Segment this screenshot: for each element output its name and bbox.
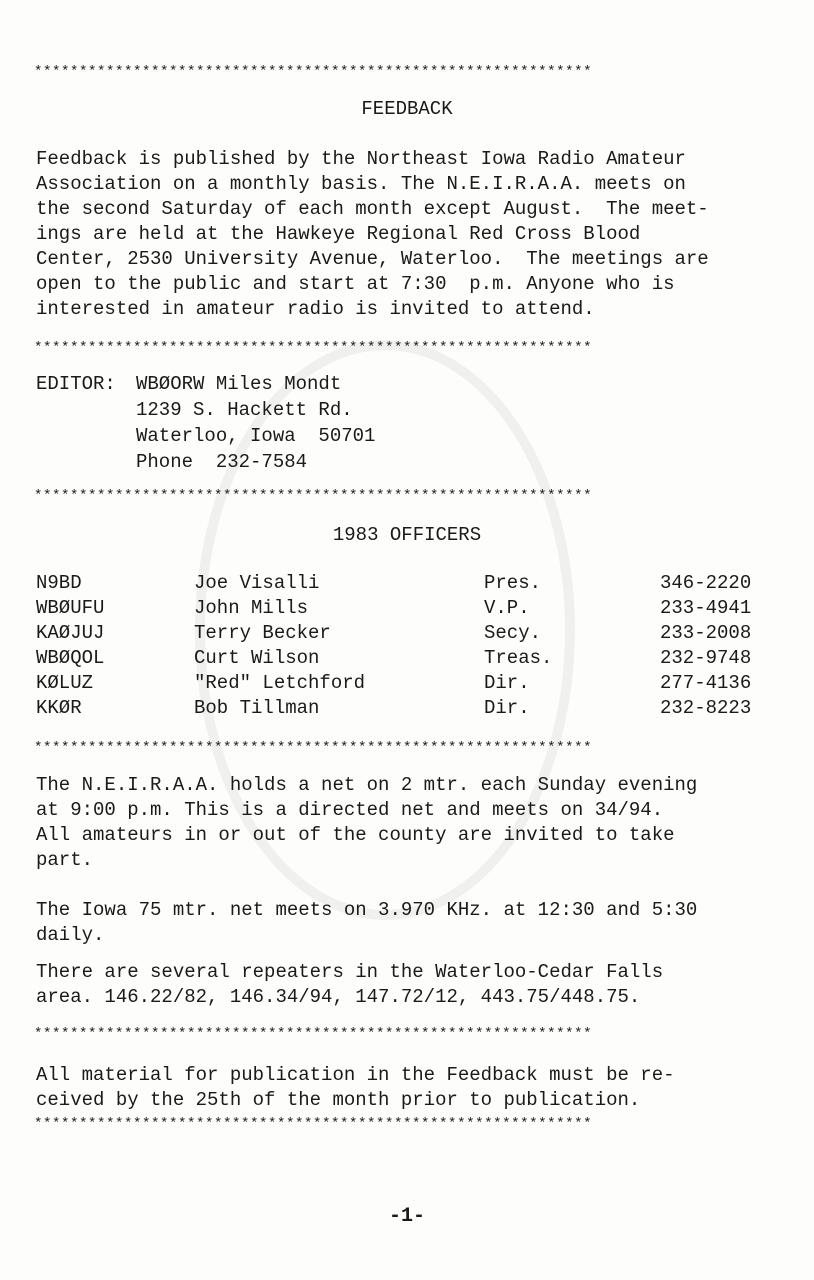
officer-name: Joe Visalli (194, 572, 320, 594)
officer-phone: 233-2008 (660, 622, 752, 644)
officer-callsign: WBØUFU (36, 597, 105, 619)
repeaters-paragraph (36, 960, 786, 1010)
intro-line: open to the public and start at 7:30 p.m. Anyone who is (36, 273, 675, 295)
intro-line: ings are held at the Hawkeye Regional Red Cross Blood (36, 223, 641, 245)
editor-line: 1239 S. Hackett Rd. (136, 399, 353, 421)
iowa-net-paragraph (36, 898, 786, 948)
officer-row (36, 672, 776, 697)
officer-office: Dir. (484, 697, 530, 719)
officer-row (36, 697, 776, 722)
separator-line: ************************************************************** (34, 740, 593, 756)
intro-line: Association on a monthly basis. The N.E.I.R.A.A. meets on (36, 173, 686, 195)
officer-name: Bob Tillman (194, 697, 320, 719)
officer-row (36, 647, 776, 672)
officer-office: Pres. (484, 572, 542, 594)
page-title: FEEDBACK (361, 98, 453, 120)
repeaters-line: There are several repeaters in the Waterloo-Cedar Falls (36, 961, 664, 983)
net-line: The N.E.I.R.A.A. holds a net on 2 mtr. each Sunday evening (36, 774, 698, 796)
officers-title: 1983 OFFICERS (332, 524, 482, 546)
officers-table (36, 572, 776, 722)
page-number: -1- (388, 1205, 425, 1228)
officer-callsign: KKØR (36, 697, 82, 719)
intro-paragraph (36, 147, 786, 322)
editor-line: Phone 232-7584 (136, 451, 308, 473)
editor-line: WBØORW Miles Mondt (136, 373, 342, 395)
separator-line: ************************************************************** (34, 340, 593, 356)
officer-phone: 232-8223 (660, 697, 752, 719)
officer-phone: 346-2220 (660, 572, 752, 594)
intro-line: the second Saturday of each month except August. The meet- (36, 198, 709, 220)
net-paragraph (36, 773, 786, 873)
net-line: part. (36, 849, 94, 871)
officer-office: Treas. (484, 647, 553, 669)
officer-phone: 233-4941 (660, 597, 752, 619)
officer-name: Curt Wilson (194, 647, 320, 669)
officer-phone: 232-9748 (660, 647, 752, 669)
iowa-net-line: daily. (36, 924, 105, 946)
officer-office: Secy. (484, 622, 542, 644)
officer-office: Dir. (484, 672, 530, 694)
repeaters-line: area. 146.22/82, 146.34/94, 147.72/12, 443.75/448.75. (36, 986, 641, 1008)
deadline-paragraph (36, 1063, 786, 1113)
officer-row (36, 572, 776, 597)
officer-row (36, 622, 776, 647)
officer-row (36, 597, 776, 622)
officer-office: V.P. (484, 597, 530, 619)
separator-line: ************************************************************** (34, 1026, 593, 1042)
separator-line: ************************************************************** (34, 64, 593, 80)
deadline-line: All material for publication in the Feedback must be re- (36, 1064, 675, 1086)
net-line: All amateurs in or out of the county are invited to take (36, 824, 675, 846)
officer-callsign: N9BD (36, 572, 82, 594)
separator-line: ************************************************************** (34, 1116, 593, 1132)
officer-name: "Red" Letchford (194, 672, 366, 694)
editor-line: Waterloo, Iowa 50701 (136, 425, 376, 447)
officer-phone: 277-4136 (660, 672, 752, 694)
editor-label: EDITOR: (36, 373, 116, 395)
officer-name: John Mills (194, 597, 309, 619)
officer-name: Terry Becker (194, 622, 331, 644)
intro-line: Center, 2530 University Avenue, Waterloo. The meetings are (36, 248, 709, 270)
officer-callsign: KØLUZ (36, 672, 94, 694)
iowa-net-line: The Iowa 75 mtr. net meets on 3.970 KHz. at 12:30 and 5:30 (36, 899, 698, 921)
officer-callsign: KAØJUJ (36, 622, 105, 644)
separator-line: ************************************************************** (34, 488, 593, 504)
intro-line: interested in amateur radio is invited to attend. (36, 298, 595, 320)
officer-callsign: WBØQOL (36, 647, 105, 669)
intro-line: Feedback is published by the Northeast Iowa Radio Amateur (36, 148, 686, 170)
deadline-line: ceived by the 25th of the month prior to publication. (36, 1089, 641, 1111)
net-line: at 9:00 p.m. This is a directed net and meets on 34/94. (36, 799, 664, 821)
